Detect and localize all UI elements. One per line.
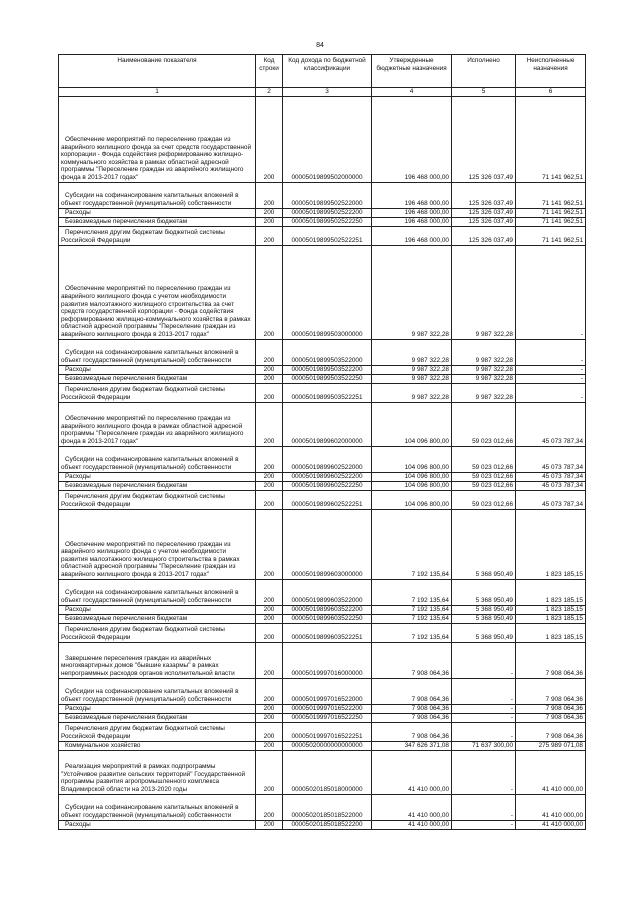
row-name: Перечисления другим бюджетам бюджетной системы Российской Федерации bbox=[59, 226, 256, 245]
row-approved: 9 987 322,28 bbox=[372, 383, 452, 402]
table-body bbox=[59, 96, 586, 829]
row-unexecuted: 45 073 787,34 bbox=[516, 472, 586, 481]
table-row bbox=[59, 245, 586, 339]
row-executed: 9 987 322,28 bbox=[452, 339, 516, 365]
row-name: Субсидии на софинансирование капитальных вложений в объект государственной (муниципальной) собственности bbox=[59, 182, 256, 208]
row-line-code: 200 bbox=[256, 614, 283, 623]
row-approved: 9 987 322,28 bbox=[372, 365, 452, 374]
row-approved: 196 468 000,00 bbox=[372, 182, 452, 208]
row-name: Расходы bbox=[59, 472, 256, 481]
row-line-code: 200 bbox=[256, 96, 283, 182]
row-executed: 9 987 322,28 bbox=[452, 365, 516, 374]
row-approved: 9 987 322,28 bbox=[372, 245, 452, 339]
row-income-code: 00005019899502522250 bbox=[283, 217, 372, 226]
row-approved: 104 096 800,00 bbox=[372, 402, 452, 446]
table-row bbox=[59, 605, 586, 614]
table-row bbox=[59, 623, 586, 642]
table-row bbox=[59, 794, 586, 820]
row-name: Перечисления другим бюджетам бюджетной системы Российской Федерации bbox=[59, 722, 256, 741]
table-row bbox=[59, 217, 586, 226]
table-row bbox=[59, 713, 586, 722]
row-name: Реализация мероприятий в рамках подпрограммы "Устойчивое развитие сельских территорий" Государственной программы развития агропромышленного комплекса Владимирской области на 2013-2020 годы bbox=[59, 750, 256, 794]
column-number-row bbox=[59, 88, 586, 97]
row-name: Расходы bbox=[59, 820, 256, 829]
row-name: Перечисления другим бюджетам бюджетной системы Российской Федерации bbox=[59, 623, 256, 642]
row-line-code: 200 bbox=[256, 217, 283, 226]
table-row bbox=[59, 678, 586, 704]
table-row bbox=[59, 383, 586, 402]
row-unexecuted: 71 141 962,51 bbox=[516, 217, 586, 226]
row-name: Расходы bbox=[59, 605, 256, 614]
row-executed: 59 023 012,66 bbox=[452, 481, 516, 490]
row-approved: 41 410 000,00 bbox=[372, 820, 452, 829]
row-approved: 7 908 064,36 bbox=[372, 722, 452, 741]
row-line-code: 200 bbox=[256, 490, 283, 509]
row-approved: 104 096 800,00 bbox=[372, 481, 452, 490]
row-approved: 7 192 135,64 bbox=[372, 623, 452, 642]
row-income-code: 00005019899602522200 bbox=[283, 472, 372, 481]
row-income-code: 00005019997016522251 bbox=[283, 722, 372, 741]
row-name: Обеспечение мероприятий по переселению граждан из аварийного жилищного фонда с учетом необходимости развития малоэтажного жилищного строительства в рамках областной адресной программы "Переселение граждан из аварийного жилищного фонда в 2013-2017 годах" bbox=[59, 509, 256, 579]
row-approved: 7 908 064,36 bbox=[372, 713, 452, 722]
row-income-code: 00005019899503522250 bbox=[283, 374, 372, 383]
column-number: 4 bbox=[372, 88, 452, 97]
row-line-code: 200 bbox=[256, 402, 283, 446]
row-executed: 71 637 300,00 bbox=[452, 741, 516, 750]
column-number: 5 bbox=[452, 88, 516, 97]
row-approved: 9 987 322,28 bbox=[372, 339, 452, 365]
row-executed: - bbox=[452, 722, 516, 741]
row-approved: 7 908 064,36 bbox=[372, 704, 452, 713]
row-approved: 7 908 064,36 bbox=[372, 678, 452, 704]
row-income-code: 00005019997016522000 bbox=[283, 678, 372, 704]
row-name: Расходы bbox=[59, 365, 256, 374]
row-name: Субсидии на софинансирование капитальных вложений в объект государственной (муниципальной) собственности bbox=[59, 678, 256, 704]
row-unexecuted: 1 823 185,15 bbox=[516, 509, 586, 579]
row-executed: 5 368 950,49 bbox=[452, 623, 516, 642]
row-unexecuted: 7 908 064,36 bbox=[516, 713, 586, 722]
row-unexecuted: 1 823 185,15 bbox=[516, 605, 586, 614]
row-income-code: 00005019899602522250 bbox=[283, 481, 372, 490]
row-name: Безвозмездные перечисления бюджетам bbox=[59, 713, 256, 722]
row-name: Субсидии на софинансирование капитальных вложений в объект государственной (муниципальной) собственности bbox=[59, 794, 256, 820]
row-income-code: 00005019899503522200 bbox=[283, 365, 372, 374]
row-approved: 104 096 800,00 bbox=[372, 446, 452, 472]
row-approved: 9 987 322,28 bbox=[372, 374, 452, 383]
row-approved: 7 908 064,36 bbox=[372, 642, 452, 678]
row-income-code: 00005019899502522000 bbox=[283, 182, 372, 208]
row-executed: 5 368 950,49 bbox=[452, 579, 516, 605]
row-income-code: 00005020185018000000 bbox=[283, 750, 372, 794]
row-executed: 125 326 037,49 bbox=[452, 226, 516, 245]
row-executed: - bbox=[452, 750, 516, 794]
row-unexecuted: 45 073 787,34 bbox=[516, 402, 586, 446]
row-executed: 5 368 950,49 bbox=[452, 614, 516, 623]
row-income-code: 00005019899502000000 bbox=[283, 96, 372, 182]
column-header-income-code: Код дохода по бюджетной классификации bbox=[283, 55, 372, 88]
row-executed: 9 987 322,28 bbox=[452, 374, 516, 383]
row-income-code: 00005020185018522200 bbox=[283, 820, 372, 829]
row-line-code: 200 bbox=[256, 722, 283, 741]
row-income-code: 00005019997016522250 bbox=[283, 713, 372, 722]
row-income-code: 00005020185018522000 bbox=[283, 794, 372, 820]
row-line-code: 200 bbox=[256, 623, 283, 642]
row-name: Расходы bbox=[59, 704, 256, 713]
row-approved: 104 096 800,00 bbox=[372, 472, 452, 481]
row-approved: 41 410 000,00 bbox=[372, 794, 452, 820]
table-row bbox=[59, 509, 586, 579]
row-unexecuted: 7 908 064,36 bbox=[516, 704, 586, 713]
row-unexecuted: 45 073 787,34 bbox=[516, 490, 586, 509]
row-unexecuted: 71 141 962,51 bbox=[516, 182, 586, 208]
column-header-line-code: Код строки bbox=[256, 55, 283, 88]
row-unexecuted: 1 823 185,15 bbox=[516, 579, 586, 605]
row-executed: 125 326 037,49 bbox=[452, 182, 516, 208]
table-row bbox=[59, 481, 586, 490]
row-line-code: 200 bbox=[256, 741, 283, 750]
table-row bbox=[59, 704, 586, 713]
row-line-code: 200 bbox=[256, 472, 283, 481]
row-unexecuted: - bbox=[516, 339, 586, 365]
row-unexecuted: 7 908 064,36 bbox=[516, 642, 586, 678]
row-name: Обеспечение мероприятий по переселению граждан из аварийного жилищного фонда с учетом необходимости развития малоэтажного жилищного строительства за счет средств государственной корпорации - Фонда содействия реформированию жилищно-коммунального хозяйства в рамках областной адресной программы "Переселение граждан из аварийного жилищного фонда в 2013-2017 годах" bbox=[59, 245, 256, 339]
row-line-code: 200 bbox=[256, 642, 283, 678]
row-name: Безвозмездные перечисления бюджетам bbox=[59, 614, 256, 623]
row-income-code: 00005019899503522000 bbox=[283, 339, 372, 365]
table-row bbox=[59, 579, 586, 605]
table-row bbox=[59, 722, 586, 741]
row-approved: 347 626 371,08 bbox=[372, 741, 452, 750]
row-income-code: 00005019997016000000 bbox=[283, 642, 372, 678]
row-executed: - bbox=[452, 794, 516, 820]
row-income-code: 00005019899602522251 bbox=[283, 490, 372, 509]
column-number: 2 bbox=[256, 88, 283, 97]
column-number: 6 bbox=[516, 88, 586, 97]
column-number: 1 bbox=[59, 88, 256, 97]
table-row bbox=[59, 208, 586, 217]
row-name: Коммунальное хозяйство bbox=[59, 741, 256, 750]
row-line-code: 200 bbox=[256, 750, 283, 794]
row-executed: 59 023 012,66 bbox=[452, 472, 516, 481]
row-unexecuted: 71 141 962,51 bbox=[516, 208, 586, 217]
row-unexecuted: 71 141 962,51 bbox=[516, 226, 586, 245]
row-name: Субсидии на софинансирование капитальных вложений в объект государственной (муниципальной) собственности bbox=[59, 579, 256, 605]
table-row bbox=[59, 741, 586, 750]
row-line-code: 200 bbox=[256, 820, 283, 829]
table-row bbox=[59, 96, 586, 182]
row-executed: - bbox=[452, 713, 516, 722]
row-name: Расходы bbox=[59, 208, 256, 217]
row-approved: 7 192 135,64 bbox=[372, 509, 452, 579]
row-approved: 7 192 135,64 bbox=[372, 605, 452, 614]
row-unexecuted: 275 989 071,08 bbox=[516, 741, 586, 750]
column-header-approved: Утвержденные бюджетные назначения bbox=[372, 55, 452, 88]
row-approved: 196 468 000,00 bbox=[372, 226, 452, 245]
column-header-executed: Исполнено bbox=[452, 55, 516, 88]
row-executed: - bbox=[452, 820, 516, 829]
row-approved: 7 192 135,64 bbox=[372, 614, 452, 623]
row-unexecuted: - bbox=[516, 365, 586, 374]
row-unexecuted: 41 410 000,00 bbox=[516, 820, 586, 829]
row-line-code: 200 bbox=[256, 208, 283, 217]
table-row bbox=[59, 750, 586, 794]
row-approved: 196 468 000,00 bbox=[372, 208, 452, 217]
row-income-code: 00005019899502522200 bbox=[283, 208, 372, 217]
row-income-code: 00005020000000000000 bbox=[283, 741, 372, 750]
row-line-code: 200 bbox=[256, 226, 283, 245]
row-unexecuted: - bbox=[516, 245, 586, 339]
row-income-code: 00005019899503000000 bbox=[283, 245, 372, 339]
row-name: Субсидии на софинансирование капитальных вложений в объект государственной (муниципальной) собственности bbox=[59, 339, 256, 365]
row-unexecuted: 71 141 962,51 bbox=[516, 96, 586, 182]
row-line-code: 200 bbox=[256, 678, 283, 704]
row-executed: 125 326 037,49 bbox=[452, 217, 516, 226]
row-line-code: 200 bbox=[256, 704, 283, 713]
row-line-code: 200 bbox=[256, 339, 283, 365]
column-number: 3 bbox=[283, 88, 372, 97]
row-income-code: 00005019899603522251 bbox=[283, 623, 372, 642]
row-approved: 196 468 000,00 bbox=[372, 96, 452, 182]
row-line-code: 200 bbox=[256, 374, 283, 383]
row-unexecuted: 7 908 064,36 bbox=[516, 722, 586, 741]
row-executed: 5 368 950,49 bbox=[452, 509, 516, 579]
row-unexecuted: 7 908 064,36 bbox=[516, 678, 586, 704]
row-income-code: 00005019899602522000 bbox=[283, 446, 372, 472]
row-name: Завершение переселения граждан из аварийных многоквартирных домов "бывшие казармы" в рамках непрограммных расходов органов исполнительной власти bbox=[59, 642, 256, 678]
row-income-code: 00005019997016522200 bbox=[283, 704, 372, 713]
row-executed: - bbox=[452, 704, 516, 713]
row-line-code: 200 bbox=[256, 365, 283, 374]
row-income-code: 00005019899603000000 bbox=[283, 509, 372, 579]
table-row bbox=[59, 490, 586, 509]
row-executed: 9 987 322,28 bbox=[452, 383, 516, 402]
row-name: Субсидии на софинансирование капитальных вложений в объект государственной (муниципальной) собственности bbox=[59, 446, 256, 472]
table-row bbox=[59, 820, 586, 829]
row-executed: 125 326 037,49 bbox=[452, 208, 516, 217]
row-name: Обеспечение мероприятий по переселению граждан из аварийного жилищного фонда за счет средств государственной корпорации - Фонда содействия реформированию жилищно-коммунального хозяйства в рамках областной адресной программы "Переселение граждан из аварийного жилищного фонда в 2013-2017 годах" bbox=[59, 96, 256, 182]
row-name: Обеспечение мероприятий по переселению граждан из аварийного жилищного фонда в рамках областной адресной программы "Переселение граждан из аварийного жилищного фонда в 2013-2017 годах" bbox=[59, 402, 256, 446]
row-line-code: 200 bbox=[256, 245, 283, 339]
row-name: Безвозмездные перечисления бюджетам bbox=[59, 217, 256, 226]
row-approved: 196 468 000,00 bbox=[372, 217, 452, 226]
column-header-unexecuted: Неисполненные назначения bbox=[516, 55, 586, 88]
table-row bbox=[59, 614, 586, 623]
row-income-code: 00005019899603522200 bbox=[283, 605, 372, 614]
page-number: 84 bbox=[316, 42, 324, 49]
row-approved: 41 410 000,00 bbox=[372, 750, 452, 794]
table-row bbox=[59, 374, 586, 383]
table-header-row bbox=[59, 55, 586, 88]
row-executed: 125 326 037,49 bbox=[452, 96, 516, 182]
row-income-code: 00005019899503522251 bbox=[283, 383, 372, 402]
row-line-code: 200 bbox=[256, 713, 283, 722]
row-income-code: 00005019899603522250 bbox=[283, 614, 372, 623]
table-row bbox=[59, 365, 586, 374]
row-executed: 5 368 950,49 bbox=[452, 605, 516, 614]
row-unexecuted: 1 823 185,15 bbox=[516, 623, 586, 642]
table-row bbox=[59, 339, 586, 365]
row-executed: 59 023 012,66 bbox=[452, 490, 516, 509]
row-name: Перечисления другим бюджетам бюджетной системы Российской Федерации bbox=[59, 490, 256, 509]
table-row bbox=[59, 472, 586, 481]
row-income-code: 00005019899602000000 bbox=[283, 402, 372, 446]
table-row bbox=[59, 226, 586, 245]
row-executed: 59 023 012,66 bbox=[452, 446, 516, 472]
row-income-code: 00005019899603522000 bbox=[283, 579, 372, 605]
row-name: Перечисления другим бюджетам бюджетной системы Российской Федерации bbox=[59, 383, 256, 402]
row-unexecuted: - bbox=[516, 383, 586, 402]
column-header-name: Наименование показателя bbox=[59, 55, 256, 88]
row-unexecuted: 1 823 185,15 bbox=[516, 614, 586, 623]
row-unexecuted: 45 073 787,34 bbox=[516, 481, 586, 490]
row-line-code: 200 bbox=[256, 446, 283, 472]
row-line-code: 200 bbox=[256, 579, 283, 605]
row-unexecuted: 45 073 787,34 bbox=[516, 446, 586, 472]
row-approved: 104 096 800,00 bbox=[372, 490, 452, 509]
row-income-code: 00005019899502522251 bbox=[283, 226, 372, 245]
row-executed: 59 023 012,66 bbox=[452, 402, 516, 446]
row-approved: 7 192 135,64 bbox=[372, 579, 452, 605]
row-line-code: 200 bbox=[256, 605, 283, 614]
row-line-code: 200 bbox=[256, 383, 283, 402]
table-row bbox=[59, 402, 586, 446]
row-line-code: 200 bbox=[256, 481, 283, 490]
row-executed: - bbox=[452, 678, 516, 704]
row-executed: 9 987 322,28 bbox=[452, 245, 516, 339]
budget-execution-table bbox=[58, 54, 586, 830]
row-line-code: 200 bbox=[256, 509, 283, 579]
row-line-code: 200 bbox=[256, 794, 283, 820]
row-name: Безвозмездные перечисления бюджетам bbox=[59, 374, 256, 383]
row-unexecuted: 41 410 000,00 bbox=[516, 794, 586, 820]
table-row bbox=[59, 642, 586, 678]
row-name: Безвозмездные перечисления бюджетам bbox=[59, 481, 256, 490]
row-line-code: 200 bbox=[256, 182, 283, 208]
table-row bbox=[59, 182, 586, 208]
row-unexecuted: 41 410 000,00 bbox=[516, 750, 586, 794]
row-executed: - bbox=[452, 642, 516, 678]
row-unexecuted: - bbox=[516, 374, 586, 383]
table-row bbox=[59, 446, 586, 472]
